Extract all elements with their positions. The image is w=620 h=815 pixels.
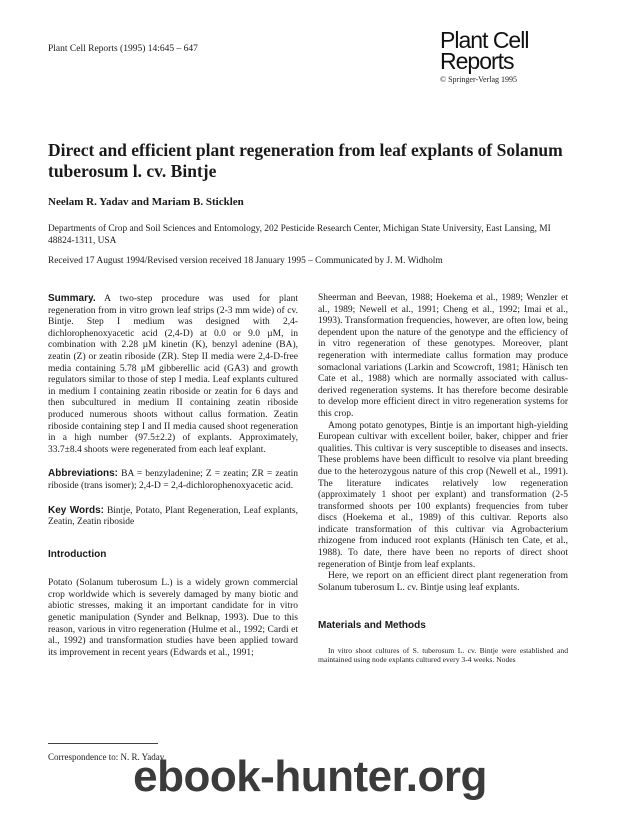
abbreviations-paragraph bbox=[48, 468, 298, 492]
correspondence-footnote: Correspondence to: N. R. Yadav bbox=[48, 752, 165, 762]
watermark: ebook-hunter.org bbox=[133, 752, 487, 801]
logo-line-reports: Reports bbox=[440, 48, 514, 74]
received-history: Received 17 August 1994/Revised version received 18 January 1995 – Communicated by J. M. Widholm bbox=[48, 256, 443, 266]
right-column bbox=[318, 293, 568, 664]
article-title: Direct and efficient plant regeneration from leaf explants of Solanum tuberosum l. cv. Bintje bbox=[48, 140, 563, 181]
journal-reference: Plant Cell Reports (1995) 14:645 – 647 bbox=[48, 44, 198, 54]
copyright-notice: © Springer-Verlag 1995 bbox=[440, 75, 518, 84]
keywords-label: Key Words: bbox=[48, 504, 104, 516]
journal-logo bbox=[440, 27, 580, 84]
methods-paragraph: In vitro shoot cultures of S. tuberosum L. cv. Bintje were established and maintained using node explants cultured every 3-4 weeks. Nodes bbox=[318, 646, 568, 665]
footnote-rule bbox=[48, 743, 158, 744]
methods-heading: Materials and Methods bbox=[318, 620, 426, 632]
introduction-paragraph-2: Among potato genotypes, Bintje is an important high-yielding European cultivar with excellent boiler, baker, chipper and frier qualities. This cultivar is very susceptible to diseases and insects. These problems have been difficult to resolve via plant breeding due to the heterozygous nature of this crop (Newell et al., 1991). The literature indicates relatively low regeneration (approximately 1 shoot per explant) and transformation (2-5 transformed shoots per 100 explants) frequencies from tuber discs (Hoekema et al., 1989) of this cultivar. Reports also indicate transformation of this cultivar via Agrobacterium rhizogene from induced root explants (Hänisch ten Cate, et al., 1988). To date, there have been no reports of direct shoot regeneration of Bintje from leaf explants. bbox=[318, 420, 568, 570]
introduction-paragraph-1: Potato (Solanum tuberosum L.) is a widely grown commercial crop worldwide which is severely damaged by many biotic and abiotic stresses, making it an important candidate for in vitro genetic manipulation (Synder and Belknap, 1993). Due to this reason, various in vitro regeneration (Hulme et al., 1992; Cardi et al., 1992) and transformation studies have been applied toward its improvement in recent years (Edwards et al., 1991; bbox=[48, 578, 298, 658]
summary-paragraph bbox=[48, 293, 298, 456]
summary-label: Summary. bbox=[48, 293, 96, 304]
introduction-heading: Introduction bbox=[48, 548, 107, 560]
authors: Neelam R. Yadav and Mariam B. Sticklen bbox=[48, 196, 244, 208]
abbreviations-text: BA = benzyladenine; Z = zeatin; ZR = zeatin riboside (trans isomer); 2,4-D = 2,4-dichlorophenoxyacetic acid. bbox=[48, 469, 298, 491]
summary-text: A two-step procedure was used for plant regeneration from in vitro grown leaf strips (2-3 mm wide) of cv. Bintje. Step I medium was designed with 2,4-dichlorophenoxyacetic acid (2,4-D) at 0.0 or 9.0 µM, in combination with 2.28 µM kinetin (K), benzyl adenine (BA), zeatin (Z) or zeatin riboside (ZR). Step II media were 2,4-D-free media containing 5.78 µM gibberellic acid (GA3) and growth regulators similar to those of step I media. Leaf explants cultured in medium I containing zeatin riboside or zeatin for 6 days and then subcultured in medium II containing zeatin riboside produced numerous shoots without callus formation. Zeatin riboside containing step I and II media caused shoot regeneration in a high number (97.5±2.2) of explants. Approximately, 33.7±8.4 shoots were regenerated from each leaf explant. bbox=[48, 294, 298, 455]
left-column bbox=[48, 293, 298, 671]
abbreviations-label: Abbreviations: bbox=[48, 468, 119, 480]
introduction-paragraph-1-continued: Sheerman and Beevan, 1988; Hoekema et al., 1989; Wenzler et al., 1989; Newell et al., 1991; Cheng et al., 1992; Imai et al., 1993). Transformation frequencies, however, are often low, being dependent upon the nature of the genotype and the efficiency of in vitro regeneration of these genotypes. Moreover, plant regeneration with intermediate callus formation may produce somaclonal variations (Larkin and Scowcroft, 1981; Hänisch ten Cate et al., 1988) which are normally associated with callus-derived regeneration systems. It has therefore become desirable to develop more efficient direct in vitro regeneration systems for this crop. bbox=[318, 293, 568, 419]
logo-line-plant-cell: Plant Cell bbox=[440, 27, 529, 53]
keywords-paragraph bbox=[48, 505, 298, 529]
keywords-text: Bintje, Potato, Plant Regeneration, Leaf explants, Zeatin, Zeatin riboside bbox=[48, 505, 299, 528]
introduction-paragraph-3: Here, we report on an efficient direct plant regeneration from Solanum tuberosum L. cv. Bintje using leaf explants. bbox=[318, 571, 568, 593]
affiliation: Departments of Crop and Soil Sciences and Entomology, 202 Pesticide Research Center, Michigan State University, East Lansing, MI 48824-1311, USA bbox=[48, 224, 551, 246]
